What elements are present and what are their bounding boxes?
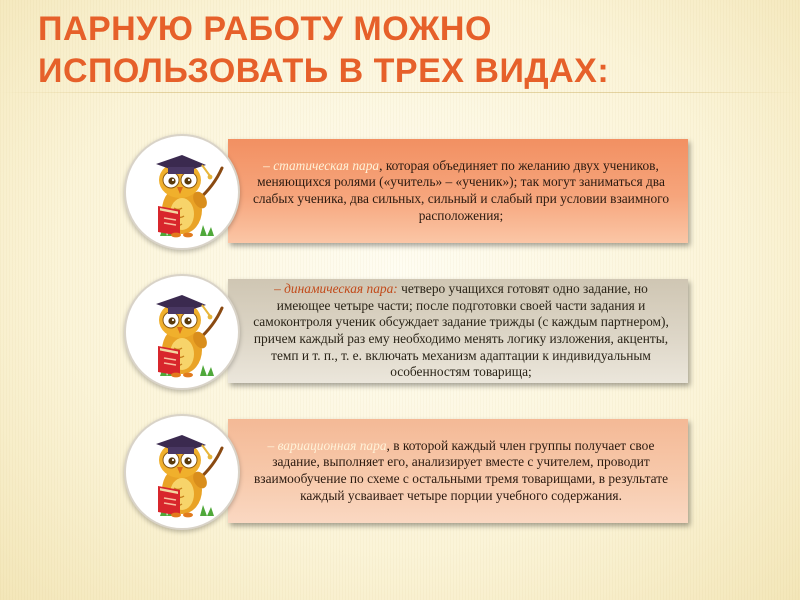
- page-title: [38, 8, 778, 92]
- pair-type-text: [248, 281, 674, 381]
- owl-badge: [124, 414, 240, 530]
- page-title-line-2: ИСПОЛЬЗОВАТЬ В ТРЕХ ВИДАХ:: [38, 52, 610, 90]
- owl-icon: [126, 136, 238, 248]
- pair-type-item-dynamic: [124, 274, 694, 392]
- pair-type-description: [228, 139, 688, 243]
- pair-type-body: , которая объединяет по желанию двух учеников, меняющихся ролями («учитель» – «ученик»); так могут заниматься два слабых ученика, два сильных, сильный и слабый при условии взаимного расположения;: [252, 157, 670, 223]
- title-divider: [0, 92, 800, 93]
- pair-type-body: , в которой каждый член группы получает свое задание, выполняет его, анализирует вместе с учителем, проводит взаимообучение по схеме с остальными тремя товарищами, в результате каждый усваивает четыре порции учебного содержания.: [253, 437, 669, 503]
- owl-badge: [124, 274, 240, 390]
- pair-type-item-variational: [124, 414, 694, 532]
- pair-type-description: [228, 419, 688, 523]
- page-title-line-1: ПАРНУЮ РАБОТУ МОЖНО: [38, 10, 492, 48]
- owl-icon: [126, 416, 238, 528]
- pair-type-body: четверо учащихся готовят одно задание, но имеющее четыре части; после подготовки своей части задания и самоконтроля ученик обсуждает задание трижды (с каждым партнером), причем каждый раз ему необходимо менять логику изложения, акценты, темп и т. п., т. е. включать механизм адаптации к индивидуальным особенностям товарища;: [253, 281, 669, 380]
- pair-type-term: – вариационная пара: [267, 437, 387, 453]
- owl-badge: [124, 134, 240, 250]
- pair-type-text: [248, 438, 674, 504]
- owl-icon: [126, 276, 238, 388]
- pair-type-item-static: [124, 134, 694, 252]
- pair-type-description: [228, 279, 688, 383]
- pair-type-text: [248, 158, 674, 224]
- pair-type-term: – статическая пара: [263, 157, 380, 173]
- pair-type-term: – динамическая пара:: [274, 281, 398, 297]
